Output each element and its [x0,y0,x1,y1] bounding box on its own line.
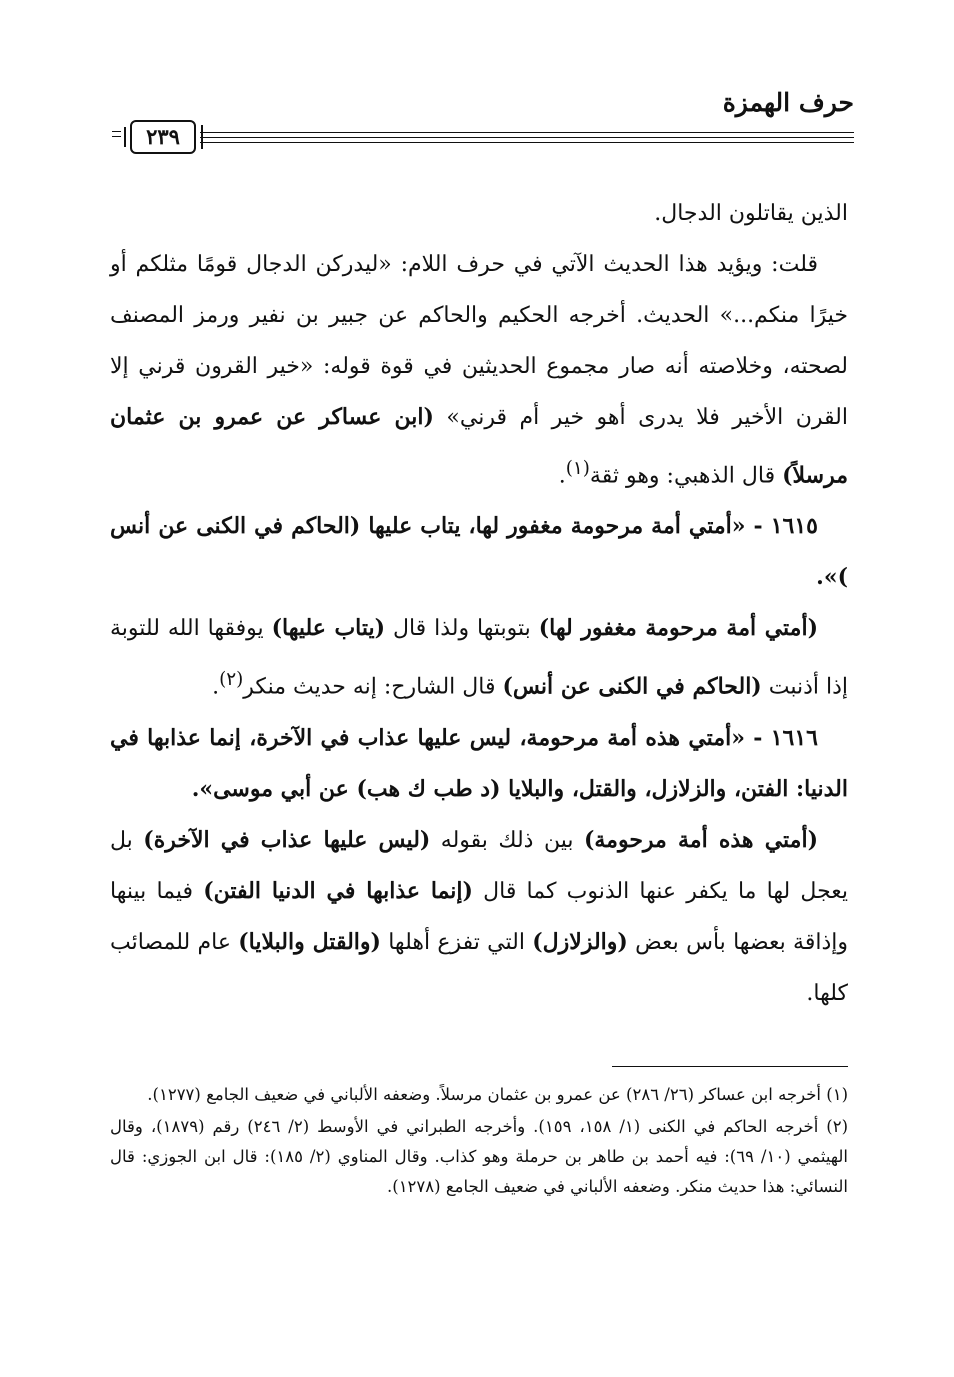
rule-line [200,137,854,138]
footnote: (١) أخرجه ابن عساكر (٢٦/ ٢٨٦) عن عمرو بن عثمان مرسلاً. وضعفه الألباني في ضعيف الجامع (١٢٧٧). [147,1085,848,1104]
rule-line [200,132,854,133]
paragraph: (أمتي أمة مرحومة مغفور لها) بتوبتها ولذا قال (يتاب عليها) يوفقها الله للتوبة إذا أذنبت (الحاكم في الكنى عن أنس) قال الشارح: إنه حديث منكر$^{(٢)}$. [110,615,848,700]
footnotes [110,1080,848,1204]
footnote: (٢) أخرجه الحاكم في الكنى (١/ ١٥٨، ١٥٩). وأخرجه الطبراني في الأوسط (٢/ ٢٤٦) رقم (١٨٧٩)، وقال الهيثمي (١٠/ ٦٩): فيه أحمد بن طاهر بن حرملة وهو كذاب. وقال المناوي (٢/ ١٨٥): قال ابن الجوزي: قال النسائي: هذا حديث منكر. وضعفه الألباني في ضعيف الجامع (١٢٧٨). [110,1117,849,1196]
paragraph: الذين يقاتلون الدجال. [654,201,848,226]
header-rule [112,118,854,156]
hadith-entry: ١٦١٦ - «أمتي هذه أمة مرحومة، ليس عليها عذاب في الآخرة، إنما عذابها في الدنيا: الفتن، والزلازل، والقتل، والبلايا (د طب ك هب) عن أبي موسى». [110,724,848,802]
page-number: ٢٣٩ [130,120,196,154]
footnote-ref[interactable]: (٢) [219,669,244,691]
rule-end-mark [112,131,121,132]
chapter-title: حرف الهمزة [722,88,854,117]
hadith-entry: ١٦١٥ - «أمتي أمة مرحومة مغفور لها، يتاب عليها (الحاكم في الكنى عن أنس )». [110,513,848,591]
footnote-ref[interactable]: (١) [565,458,590,479]
footnote-separator [612,1066,848,1067]
paragraph: (أمتي هذه أمة مرحومة) بين ذلك بقوله (ليس عليها عذاب في الآخرة) بل يعجل لها ما يكفر عنها الذنوب كما قال (إنما عذابها في الدنيا الفتن) فيما بينها وإذاقة بعضها بأس بعض (والزلازل) التي تفزع أهلها (والقتل والبلايا) عام للمصائب كلها. [110,826,849,1006]
rule-line [200,142,854,143]
main-text [110,188,848,1019]
paragraph: قلت: ويؤيد هذا الحديث الآتي في حرف اللام: «ليدركن الدجال قومًا مثلكم أو خيرًا منكم...» الحديث. أخرجه الحكيم والحاكم عن جبير بن نفير ورمز المصنف لصحته، وخلاصته أنه صار مجموع الحديثين في قوة قوله: «خير القرون قرني إلا القرن الأخير فلا يدرى أهو خير أم قرني» (ابن عساكر عن عمرو بن عثمان مرسلاً) قال الذهبي: وهو ثقة$^{(١)}$. [110,252,848,489]
